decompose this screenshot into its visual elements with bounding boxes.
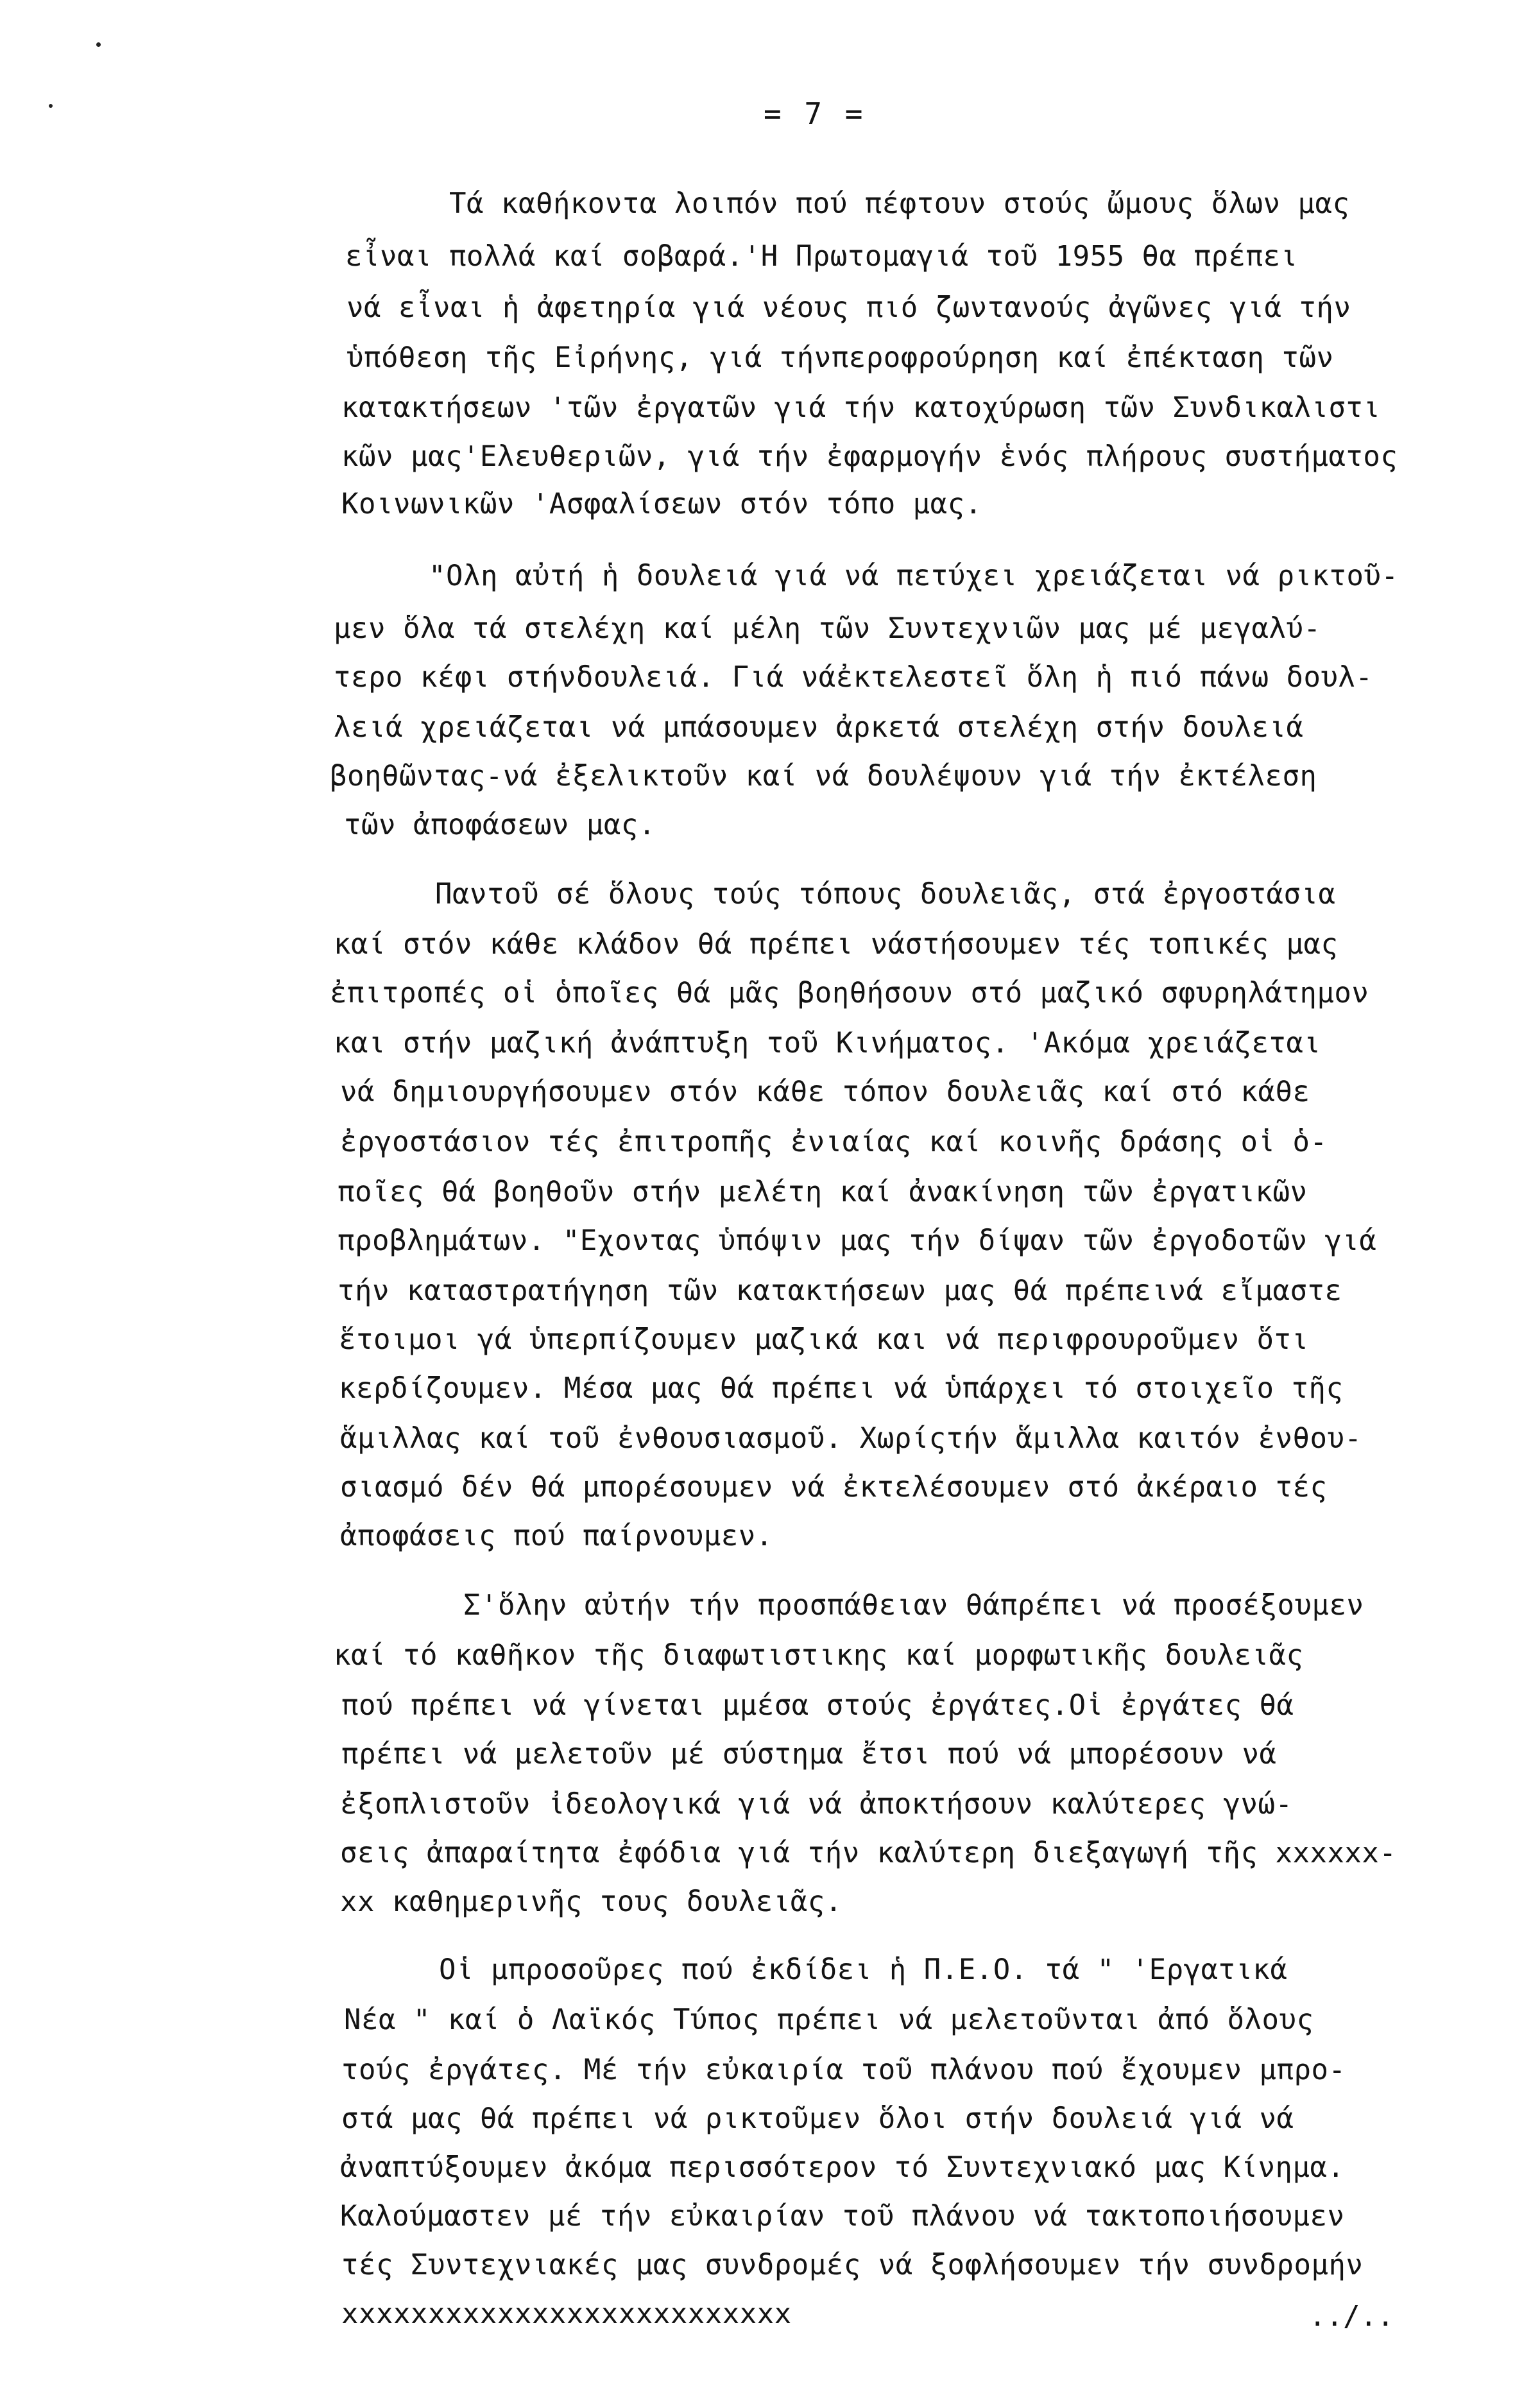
text-line: πού πρέπει νά γίνεται μμέσα στούς ἐργάτες.Οἱ ἐργάτες θά (341, 1689, 1294, 1722)
scan-speck (49, 104, 53, 108)
text-line: λειά χρειάζεται νά μπάσουμεν ἀρκετά στελέχη στήν δουλειά (334, 711, 1304, 744)
text-line: ἐξοπλιστοῦν ἰδεολογικά γιά νά ἀποκτήσουν καλύτερες γνώ- (340, 1788, 1293, 1821)
text-line: "Ολη αὐτή ἡ δουλειά γιά νά πετύχει χρειάζεται νά ρικτοῦ- (429, 560, 1399, 592)
text-line: στά μας θά πρέπει νά ρικτοῦμεν ὅλοι στήν δουλειά γιά νά (341, 2102, 1294, 2135)
text-line: ἐργοστάσιον τές ἐπιτροπῆς ἐνιαίας καί κοινῆς δράσης οἱ ὁ- (340, 1126, 1328, 1158)
text-line: τές Συντεχνιακές μας συνδρομές νά ξοφλήσουμεν τήν συνδρομήν (341, 2249, 1364, 2281)
text-line: Κοινωνικῶν 'Ασφαλίσεων στόν τόπο μας. (341, 488, 982, 520)
scan-speck (96, 42, 101, 47)
text-line: Νέα " καί ὁ Λαϊκός Τύπος πρέπει νά μελετοῦνται ἀπό ὅλους (344, 2004, 1314, 2036)
page-number: = 7 = (764, 96, 866, 131)
text-line: βοηθῶντας-νά ἐξελικτοῦν καί νά δουλέψουν γιά τήν ἐκτέλεση (330, 760, 1317, 793)
text-line: σεις ἀπαραίτητα ἐφόδια γιά τήν καλύτερη διεξαγωγή τῆς xxxxxx- (340, 1837, 1397, 1869)
text-line: κερδίζουμεν. Μέσα μας θά πρέπει νά ὑπάρχει τό στοιχεῖο τῆς (339, 1372, 1344, 1405)
text-line: Παντοῦ σέ ὅλους τούς τόπους δουλειᾶς, στά ἐργοστάσια (435, 878, 1336, 911)
text-line: καί στόν κάθε κλάδον θά πρέπει νάστήσουμεν τές τοπικές μας (334, 928, 1339, 961)
text-line: xx καθημερινῆς τους δουλειᾶς. (340, 1885, 843, 1918)
text-line: σιασμό δέν θά μπορέσουμεν νά ἐκτελέσουμεν στό ἀκέραιο τές (340, 1471, 1328, 1504)
text-line: μεν ὅλα τά στελέχη καί μέλη τῶν Συντεχνιῶν μας μέ μεγαλύ- (334, 612, 1321, 645)
text-line: ποῖες θά βοηθοῦν στήν μελέτη καί ἀνακίνηση τῶν ἐργατικῶν (338, 1176, 1308, 1208)
text-line: προβλημάτων. "Εχοντας ὑπόψιν μας τήν δίψαν τῶν ἐργοδοτῶν γιά (338, 1224, 1377, 1257)
text-line: ἅμιλλας καί τοῦ ἐνθουσιασμοῦ. Χωρίςτήν ἅμιλλα καιτόν ἐνθου- (340, 1422, 1362, 1455)
text-line: καί τό καθῆκον τῆς διαφωτιστικης καί μορφωτικῆς δουλειᾶς (334, 1639, 1304, 1672)
text-line: νά εἶναι ἡ ἀφετηρία γιά νέους πιό ζωντανούς ἀγῶνες γιά τήν (346, 291, 1351, 324)
text-line: Καλούμαστεν μέ τήν εὐκαιρίαν τοῦ πλάνου νά τακτοποιήσουμεν (340, 2200, 1345, 2233)
text-line: ἐπιτροπές οἱ ὁποῖες θά μᾶς βοηθήσουν στό μαζικό σφυρηλάτημον (330, 977, 1369, 1009)
text-line: νά δημιουργήσουμεν στόν κάθε τόπον δουλειᾶς καί στό κάθε (340, 1076, 1310, 1108)
text-line: Σ'ὅλην αὐτήν τήν προσπάθειαν θάπρέπει νά προσέξουμεν (463, 1589, 1364, 1622)
text-line: Οἱ μπροσοῦρες πού ἐκδίδει ἡ Π.Ε.Ο. τά " 'Εργατικά (439, 1953, 1288, 1986)
text-line: τούς ἐργάτες. Μέ τήν εὐκαιρία τοῦ πλάνου πού ἔχουμεν μπρο- (341, 2054, 1346, 2086)
text-line: τερο κέφι στήνδουλειά. Γιά νάἐκτελεστεῖ ὅλη ἡ πιό πάνω δουλ- (334, 661, 1373, 694)
text-line: Τά καθήκοντα λοιπόν πού πέφτουν στούς ὤμους ὅλων μας (449, 187, 1350, 220)
text-line: xxxxxxxxxxxxxxxxxxxxxxxxxx (341, 2297, 792, 2330)
text-line: εἶναι πολλά καί σοβαρά.'Η Πρωτομαγιά τοῦ 1955 θα πρέπει (345, 240, 1298, 273)
text-line: ἀποφάσεις πού παίρνουμεν. (340, 1520, 773, 1552)
text-line: τήν καταστρατήγηση τῶν κατακτήσεων μας θά πρέπεινά εἴμαστε (338, 1275, 1342, 1307)
text-line: ἕτοιμοι γά ὑπερπίζουμεν μαζικά και νά περιφρουροῦμεν ὅτι (339, 1323, 1309, 1356)
text-line: τῶν ἀποφάσεων μας. (344, 809, 656, 841)
continuation-mark: ../.. (1309, 2300, 1394, 2333)
text-line: και στήν μαζική ἀνάπτυξη τοῦ Κινήματος. 'Ακόμα χρειάζεται (334, 1027, 1321, 1060)
text-line: κατακτήσεων 'τῶν ἐργατῶν γιά τήν κατοχύρωση τῶν Συνδικαλιστι (341, 391, 1381, 424)
text-line: πρέπει νά μελετοῦν μέ σύστημα ἔτσι πού νά μπορέσουν νά (341, 1738, 1277, 1771)
text-line: ὑπόθεση τῆς Εἰρήνης, γιά τήνπεροφρούρηση καί ἐπέκταση τῶν (346, 341, 1334, 374)
text-line: ἀναπτύξουμεν ἀκόμα περισσότερον τό Συντεχνιακό μας Κίνημα. (340, 2151, 1345, 2184)
text-line: κῶν μας'Ελευθεριῶν, γιά τήν ἐφαρμογήν ἑνός πλήρους συστήματος (341, 440, 1398, 473)
